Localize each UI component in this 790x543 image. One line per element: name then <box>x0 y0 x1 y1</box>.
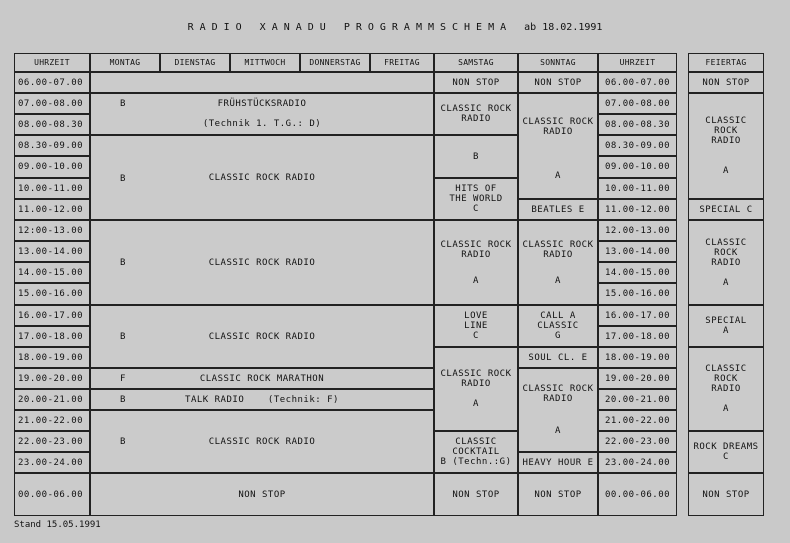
header-uhrzeit-right: UHRZEIT <box>598 53 677 72</box>
time-cell-right: 15.00-16.00 <box>598 283 677 305</box>
hol-nonstop-night <box>688 473 764 516</box>
code: A <box>723 404 729 414</box>
hol-classic-3 <box>688 347 764 431</box>
time-cell-right: 08.30-09.00 <box>598 135 677 156</box>
sat-classic-3 <box>434 347 518 431</box>
header-feiertag: FEIERTAG <box>688 53 764 72</box>
show-title: NON STOP <box>452 489 500 500</box>
code: A <box>473 399 479 409</box>
show-title: FRÜHSTÜCKSRADIO <box>217 99 307 109</box>
time-cell-right: 19.00-20.00 <box>598 368 677 389</box>
header-samstag: SAMSTAG <box>434 53 518 72</box>
weekday-classic-3 <box>90 305 434 368</box>
header-dienstag: DIENSTAG <box>160 53 230 72</box>
show-title: CLASSIC <box>705 116 747 126</box>
time-cell-right: 06.00-07.00 <box>598 72 677 93</box>
show-title: CALL A <box>540 311 576 321</box>
show-title: LINE <box>464 321 488 331</box>
show-title: CLASSIC ROCK RADIO <box>208 172 316 183</box>
time-cell: 11.00-12.00 <box>14 199 90 220</box>
time-cell-right: 07.00-08.00 <box>598 93 677 114</box>
code-b: B <box>120 99 126 109</box>
show-title: ROCK <box>714 247 738 258</box>
code: A <box>723 326 729 336</box>
show-title: CLASSIC ROCK <box>522 384 594 394</box>
header-sonntag: SONNTAG <box>518 53 598 72</box>
show-title: CLASSIC ROCK MARATHON <box>199 373 325 384</box>
sun-classic-3 <box>518 368 598 452</box>
time-cell: 12:00-13.00 <box>14 220 90 241</box>
time-cell-right: 00.00-06.00 <box>598 473 677 516</box>
time-cell-right: 09.00-10.00 <box>598 156 677 178</box>
show-title: CLASSIC <box>455 437 497 447</box>
code-b: B <box>473 151 479 162</box>
sun-beatles <box>518 199 598 220</box>
show-title: RADIO <box>543 394 573 404</box>
show-title: LOVE <box>464 311 488 321</box>
time-cell-right: 16.00-17.00 <box>598 305 677 326</box>
sun-nonstop-night <box>518 473 598 516</box>
technik-note: B (Techn.:G) <box>440 457 512 467</box>
show-title: HITS OF <box>455 184 497 194</box>
sat-block-b <box>434 135 518 178</box>
time-cell-right: 11.00-12.00 <box>598 199 677 220</box>
show-title: CLASSIC ROCK RADIO <box>208 257 316 268</box>
code: G <box>555 331 561 341</box>
sun-nonstop <box>518 72 598 93</box>
time-cell: 14.00-15.00 <box>14 262 90 283</box>
time-cell: 09.00-10.00 <box>14 156 90 178</box>
sat-love-line <box>434 305 518 347</box>
sun-classic-1 <box>518 93 598 199</box>
show-title: CLASSIC ROCK RADIO <box>208 331 316 342</box>
hol-classic-2 <box>688 220 764 305</box>
show-title: RADIO <box>543 249 573 260</box>
page-title <box>0 22 790 33</box>
time-cell-right: 14.00-15.00 <box>598 262 677 283</box>
time-cell: 00.00-06.00 <box>14 473 90 516</box>
time-cell: 19.00-20.00 <box>14 368 90 389</box>
footer-stand: Stand 15.05.1991 <box>14 520 101 530</box>
show-title: NON STOP <box>534 77 582 88</box>
show-title: RADIO <box>711 384 741 394</box>
sat-nonstop <box>434 72 518 93</box>
header-freitag: FREITAG <box>370 53 434 72</box>
hol-special-2 <box>688 305 764 347</box>
time-cell: 18.00-19.00 <box>14 347 90 368</box>
header-donnerstag: DONNERSTAG <box>300 53 370 72</box>
code: A <box>723 277 729 288</box>
sat-hits <box>434 178 518 220</box>
weekday-nonstop <box>90 473 434 516</box>
time-cell-right: 20.00-21.00 <box>598 389 677 410</box>
time-cell-right: 22.00-23.00 <box>598 431 677 452</box>
show-title: SPECIAL <box>705 316 747 326</box>
sat-nonstop-night <box>434 473 518 516</box>
time-cell-right: 13.00-14.00 <box>598 241 677 262</box>
weekday-classic-4 <box>90 410 434 473</box>
show-title: NON STOP <box>702 77 750 88</box>
code: C <box>473 331 479 341</box>
technik-note: (Technik 1. T.G.: D) <box>202 119 322 129</box>
show-title: RADIO <box>461 114 491 124</box>
time-cell: 20.00-21.00 <box>14 389 90 410</box>
show-title: SOUL CL. E <box>528 352 588 363</box>
title-text: RADIO XANADU PROGRAMMSCHEMA <box>187 22 513 33</box>
show-title: CLASSIC ROCK <box>440 104 512 114</box>
weekday-marathon <box>90 368 434 389</box>
show-title: ROCK DREAMS <box>693 442 759 452</box>
hol-nonstop <box>688 72 764 93</box>
header-montag: MONTAG <box>90 53 160 72</box>
code-b: B <box>120 395 126 405</box>
sun-soul-classics <box>518 347 598 368</box>
show-title: RADIO <box>461 379 491 389</box>
code-b: B <box>120 437 126 447</box>
show-title <box>185 395 339 405</box>
time-cell-right: 10.00-11.00 <box>598 178 677 199</box>
code: C <box>723 452 729 462</box>
weekday-talk <box>90 389 434 410</box>
header-uhrzeit: UHRZEIT <box>14 53 90 72</box>
show-title: CLASSIC <box>537 321 579 331</box>
show-title: NON STOP <box>238 489 286 500</box>
time-cell: 13.00-14.00 <box>14 241 90 262</box>
sat-classic-1 <box>434 93 518 135</box>
show-title: RADIO <box>711 136 741 146</box>
sun-heavy-hour <box>518 452 598 473</box>
time-cell: 22.00-23.00 <box>14 431 90 452</box>
show-title: SPECIAL C <box>699 204 753 215</box>
title-date: ab 18.02.1991 <box>524 22 603 33</box>
show-title: ROCK <box>714 374 738 384</box>
time-cell: 07.00-08.00 <box>14 93 90 114</box>
show-title: CLASSIC ROCK <box>522 239 594 250</box>
time-cell: 21.00-22.00 <box>14 410 90 431</box>
sat-classic-2 <box>434 220 518 305</box>
time-cell-right: 18.00-19.00 <box>598 347 677 368</box>
weekday-classic-2 <box>90 220 434 305</box>
talk-title: TALK RADIO <box>185 394 245 405</box>
code: A <box>723 166 729 176</box>
show-title: CLASSIC <box>705 364 747 374</box>
time-cell: 17.00-18.00 <box>14 326 90 347</box>
code: A <box>555 426 561 436</box>
hol-special-1 <box>688 199 764 220</box>
show-title: ROCK <box>714 126 738 136</box>
time-cell: 08.30-09.00 <box>14 135 90 156</box>
show-title: RADIO <box>543 127 573 137</box>
time-cell-right: 23.00-24.00 <box>598 452 677 473</box>
show-title: CLASSIC ROCK RADIO <box>208 436 316 447</box>
code-f: F <box>120 374 126 384</box>
weekday-classic-1 <box>90 135 434 220</box>
show-title: RADIO <box>461 249 491 260</box>
sun-call-a-classic <box>518 305 598 347</box>
code: A <box>555 275 561 286</box>
time-cell-right: 08.00-08.30 <box>598 114 677 135</box>
weekday-slot-0600 <box>90 72 434 93</box>
show-title: CLASSIC ROCK <box>440 239 512 250</box>
sat-cocktail <box>434 431 518 473</box>
show-title: BEATLES E <box>531 204 585 215</box>
show-title: CLASSIC ROCK <box>522 117 594 127</box>
show-title: HEAVY HOUR E <box>522 457 594 468</box>
code-b: B <box>120 258 126 268</box>
time-cell-right: 17.00-18.00 <box>598 326 677 347</box>
technik-note: (Technik: F) <box>267 394 339 405</box>
show-title: THE WORLD <box>449 194 503 204</box>
time-cell: 23.00-24.00 <box>14 452 90 473</box>
time-cell: 10.00-11.00 <box>14 178 90 199</box>
hol-rock-dreams <box>688 431 764 473</box>
show-title: NON STOP <box>452 77 500 88</box>
time-cell: 16.00-17.00 <box>14 305 90 326</box>
hol-classic-1 <box>688 93 764 199</box>
show-title: CLASSIC ROCK <box>440 369 512 379</box>
time-cell: 15.00-16.00 <box>14 283 90 305</box>
time-cell: 06.00-07.00 <box>14 72 90 93</box>
show-title: NON STOP <box>702 489 750 500</box>
code-b: B <box>120 332 126 342</box>
weekday-fruehstueck <box>90 93 434 135</box>
time-cell-right: 21.00-22.00 <box>598 410 677 431</box>
show-title: CLASSIC <box>705 237 747 248</box>
sun-classic-2 <box>518 220 598 305</box>
show-title: COCKTAIL <box>452 447 500 457</box>
code: C <box>473 204 479 214</box>
time-cell-right: 12.00-13.00 <box>598 220 677 241</box>
show-title: RADIO <box>711 257 741 268</box>
code-b: B <box>120 174 126 184</box>
code: A <box>555 171 561 181</box>
show-title: NON STOP <box>534 489 582 500</box>
time-cell: 08.00-08.30 <box>14 114 90 135</box>
code: A <box>473 275 479 286</box>
header-mittwoch: MITTWOCH <box>230 53 300 72</box>
